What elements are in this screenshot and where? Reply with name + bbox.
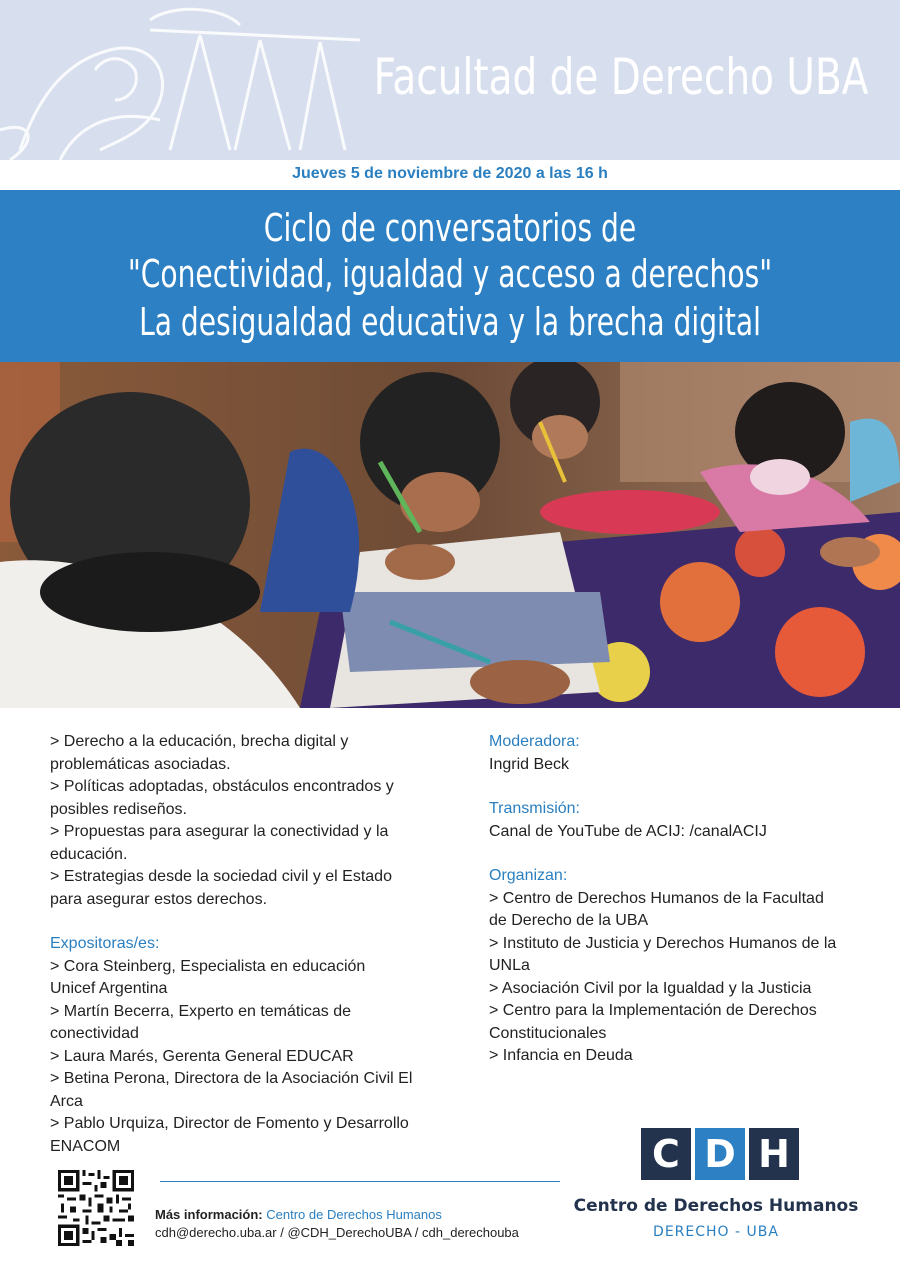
topic-line: educación.: [50, 845, 128, 863]
speaker-line: conectividad: [50, 1025, 139, 1042]
broadcast-text: Canal de YouTube de ACIJ: /canalACIJ: [489, 822, 767, 840]
speaker-line: ENACOM: [50, 1137, 121, 1155]
topic-line: posibles rediseños.: [50, 800, 187, 818]
speakers-heading: Expositoras/es:: [50, 935, 160, 952]
topic-line: problemáticas asociadas.: [50, 755, 231, 773]
topic-line: > Estrategias desde la sociedad civil y el Estado: [50, 868, 392, 885]
justice-figure-illustration: [0, 0, 420, 160]
speaker-line: Arca: [50, 1092, 83, 1110]
organizer-line: > Asociación Civil por la Igualdad y la Justicia: [489, 979, 812, 997]
speaker-line: > Martín Becerra, Experto en temáticas de: [50, 1002, 352, 1020]
banner-line-2: "Conectividad, igualdad y acceso a derechos": [127, 252, 773, 296]
logo-letter-d: D: [695, 1128, 745, 1180]
event-date: Jueves 5 de noviembre de 2020 a las 16 h: [292, 165, 608, 182]
topic-line: > Políticas adoptadas, obstáculos encontrados y: [50, 778, 394, 795]
more-info-link[interactable]: Centro de Derechos Humanos: [266, 1207, 442, 1222]
organizer-line: UNLa: [489, 957, 530, 974]
speaker-line: > Betina Perona, Directora de la Asociación Civil El: [50, 1070, 413, 1087]
cdh-logo: [641, 1128, 799, 1180]
banner-line-1: Ciclo de conversatorios de: [263, 206, 637, 250]
contact-handles: cdh@derecho.uba.ar / @CDH_DerechoUBA / cdh_derechouba: [155, 1225, 519, 1240]
logo-org-sub: DERECHO - UBA: [653, 1224, 779, 1240]
right-column: [489, 731, 889, 1068]
topic-line: para asegurar estos derechos.: [50, 890, 268, 908]
children-studying-photo: [0, 362, 900, 708]
header-band: [0, 0, 900, 160]
more-info-label: Más información:: [155, 1207, 263, 1222]
qr-code-icon[interactable]: [58, 1170, 134, 1246]
moderator-name: Ingrid Beck: [489, 755, 570, 773]
organizer-line: > Centro de Derechos Humanos de la Facultad: [489, 889, 824, 907]
speaker-line: > Laura Marés, Gerenta General EDUCAR: [50, 1047, 354, 1065]
topic-line: > Propuestas para asegurar la conectividad y la: [50, 823, 389, 840]
broadcast-heading: Transmisión:: [489, 800, 580, 817]
left-column: [50, 731, 470, 1158]
faculty-title: Facultad de Derecho UBA: [373, 48, 868, 106]
organizers-heading: Organizan:: [489, 867, 568, 884]
speaker-line: > Cora Steinberg, Especialista en educación: [50, 957, 366, 975]
banner-line-3: La desigualdad educativa y la brecha digital: [139, 300, 761, 344]
organizer-line: de Derecho de la UBA: [489, 912, 649, 929]
speaker-line: Unicef Argentina: [50, 980, 168, 997]
speaker-line: > Pablo Urquiza, Director de Fomento y Desarrollo: [50, 1115, 409, 1132]
more-info: [155, 1206, 519, 1242]
logo-org-name: Centro de Derechos Humanos: [573, 1196, 859, 1216]
logo-letter-h: H: [749, 1128, 799, 1180]
moderator-heading: Moderadora:: [489, 733, 580, 750]
logo-letter-c: C: [641, 1128, 691, 1180]
organizer-line: > Instituto de Justicia y Derechos Humanos de la: [489, 934, 837, 952]
topic-line: > Derecho a la educación, brecha digital y: [50, 733, 349, 750]
organizer-line: Constitucionales: [489, 1024, 607, 1042]
event-title-banner: [0, 190, 900, 362]
organizer-line: > Infancia en Deuda: [489, 1047, 633, 1064]
organizer-line: > Centro para la Implementación de Derechos: [489, 1002, 817, 1019]
footer-divider: [160, 1181, 560, 1182]
